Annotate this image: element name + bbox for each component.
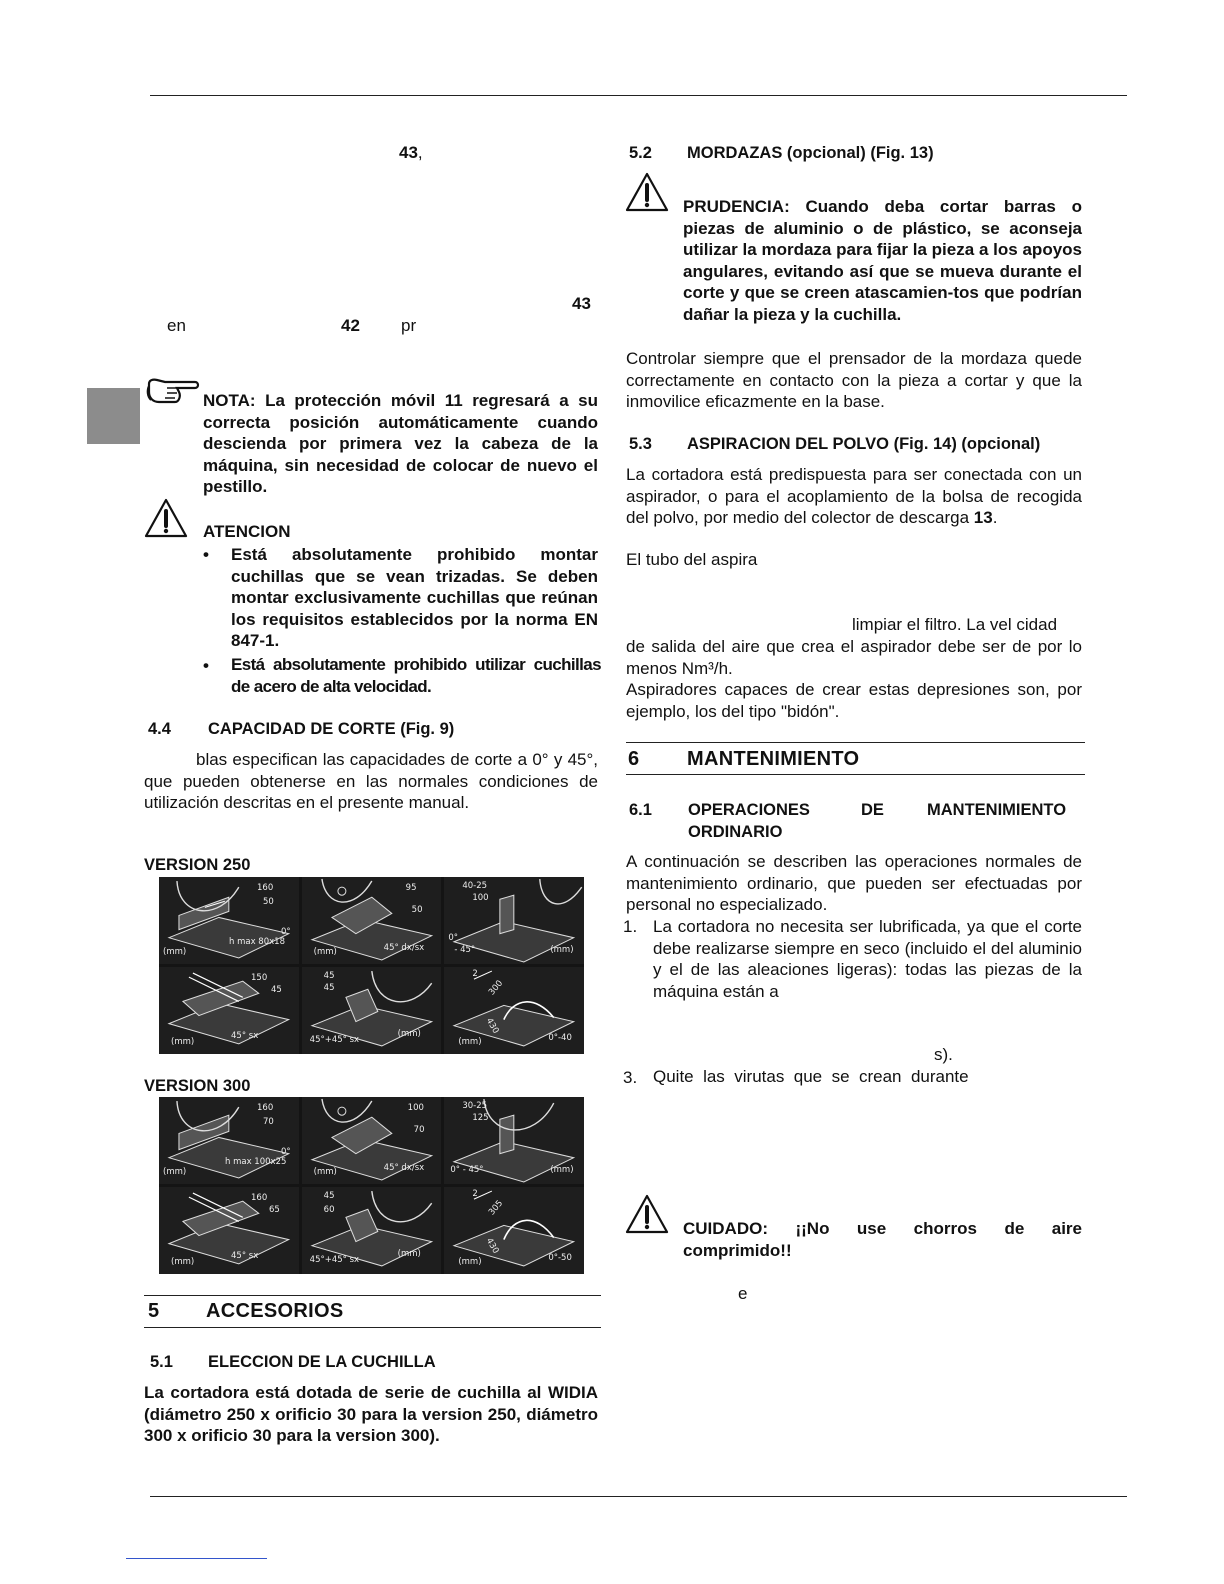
fig250-cell-3: 40-25 100 0° - 45° (mm) (444, 877, 584, 964)
fig300-cell-6: 2 305 430 0°-50 (mm) (444, 1187, 584, 1274)
footer-link-underline (126, 1558, 267, 1559)
frag-e: e (738, 1284, 748, 1303)
bullet-dot-1: • (203, 545, 209, 564)
cortadora-paragraph: La cortadora está predispuesta para ser conectada con un aspirador, o para el acoplamiento de la bolsa de recogida del polvo, por medio del colector de descarga 13. (626, 465, 1082, 528)
section-title-6-1-d: ORDINARIO (688, 823, 783, 841)
section-title-5: ACCESORIOS (206, 1300, 344, 1322)
section-title-4-4: CAPACIDAD DE CORTE (Fig. 9) (208, 720, 455, 738)
prudencia-paragraph: PRUDENCIA: Cuando deba cortar barras o piezas de aluminio o de plástico, se aconseja utilizar la mordaza para fijar la pieza a los apoyos angulares, evitando así que se mueva durante el corte y que se creen atascamien-tos que podrían dañar la pieza y la cuchilla. (683, 197, 1082, 324)
section-5-rule-bottom (144, 1327, 601, 1328)
pointing-hand-icon (145, 376, 203, 410)
continuacion-paragraph: A continuación se describen las operaciones normales de mantenimiento ordinario, que pueden ser efectuadas por personal no especializado. (626, 852, 1082, 915)
capacity-paragraph: blas especifican las capacidades de corte a 0° y 45°, que pueden obtenerse en las normales condiciones de utilización descritas en el presente manual. (144, 750, 598, 813)
limpiar-fragment: limpiar el filtro. La vel cidad (852, 615, 1058, 634)
aspiradores-paragraph: Aspiradores capaces de crear estas depresiones son, por ejemplo, los del tipo "bidón". (626, 680, 1082, 721)
header-rule (150, 95, 1127, 96)
fig250-cell-1: 160 50 0° h max 80x18 (mm) (159, 877, 299, 964)
section-title-6-1-b: DE (861, 801, 884, 819)
salida-paragraph: de salida del aire que crea el aspirador debe ser de por lo menos Nm³/h. (626, 637, 1082, 678)
fig250-cell-5: 45 45 45°+45° sx (mm) (302, 967, 442, 1054)
section-number-6: 6 (628, 748, 640, 770)
warning-triangle-icon (625, 1194, 669, 1234)
version-300-label: VERSION 300 (144, 1077, 251, 1095)
section-tab (87, 388, 140, 444)
section-number-4-4: 4.4 (148, 720, 171, 738)
section-number-5-2: 5.2 (629, 144, 652, 162)
footer-rule (150, 1496, 1127, 1497)
section-title-6-1-a: OPERACIONES (688, 801, 810, 819)
fig250-cell-2: 95 50 45° dx/sx (mm) (302, 877, 442, 964)
frag-s: s). (934, 1045, 953, 1064)
cuidado-paragraph: CUIDADO: ¡¡No use chorros de aire comprimido!! (683, 1219, 1087, 1260)
tubo-fragment: El tubo del aspira (626, 550, 758, 569)
nota-paragraph: NOTA: La protección móvil 11 regresará a su correcta posición automáticamente cuando descienda por primera vez la cabeza de la máquina, sin necesidad de colocar de nuevo el pestillo. (203, 391, 598, 497)
section-title-6-1-c: MANTENIMIENTO (927, 801, 1067, 819)
cutting-capacity-figure-300 (159, 1097, 584, 1274)
ref-43: 43, (399, 143, 423, 162)
section-title-5-1: ELECCION DE LA CUCHILLA (208, 1353, 436, 1371)
fig300-cell-4: 160 65 45° sx (mm) (159, 1187, 299, 1274)
list-item-3: Quite las virutas que se crean durante (653, 1067, 969, 1086)
section-6-rule-top (626, 742, 1085, 743)
fig300-cell-2: 100 70 45° dx/sx (mm) (302, 1097, 442, 1184)
ref-42: 42 (341, 316, 360, 335)
list-number-3: 3. (623, 1068, 638, 1087)
list-item-1: La cortadora no necesita ser lubrificada, ya que el corte debe realizarse siempre en seco (incluido el del aluminio y el de las aleaciones ligeras): todas las piezas de la máquina están a (653, 917, 1082, 1001)
section-5-rule-top (144, 1295, 601, 1296)
section-title-5-2: MORDAZAS (opcional) (Fig. 13) (687, 144, 934, 162)
fig250-cell-6: 2 300 430 0°-40 (mm) (444, 967, 584, 1054)
cutting-capacity-figure-250 (159, 877, 584, 1054)
section-6-rule-bottom (626, 774, 1085, 775)
warning-triangle-icon (144, 498, 188, 538)
section-number-5: 5 (148, 1300, 160, 1322)
fig250-cell-4: 150 45 45° sx (mm) (159, 967, 299, 1054)
section-number-5-3: 5.3 (629, 435, 652, 453)
section-title-5-3: ASPIRACION DEL POLVO (Fig. 14) (opcional) (687, 435, 1041, 453)
section-number-5-1: 5.1 (150, 1353, 173, 1371)
atencion-item-2: Está absolutamente prohibido utilizar cuchillas de acero de alta velocidad. (231, 655, 601, 696)
warning-triangle-icon (625, 172, 669, 212)
list-number-1: 1. (623, 917, 638, 936)
atencion-title: ATENCION (203, 522, 291, 541)
controlar-paragraph: Controlar siempre que el prensador de la mordaza quede correctamente en contacto con la pieza a cortar y que la inmovilice eficazmente en la base. (626, 349, 1082, 412)
frag-en: en (167, 316, 186, 335)
section-title-6: MANTENIMIENTO (687, 748, 860, 770)
fig300-cell-1: 160 70 0° h max 100x25 (mm) (159, 1097, 299, 1184)
ref-43b: 43 (572, 294, 591, 313)
blade-paragraph: La cortadora está dotada de serie de cuchilla al WIDIA (diámetro 250 x orificio 30 para la version 250, diámetro 300 x orificio 30 para la version 300). (144, 1383, 598, 1446)
fig300-cell-3: 30-25 125 0° - 45° (mm) (444, 1097, 584, 1184)
fig300-cell-5: 45 60 45°+45° sx (mm) (302, 1187, 442, 1274)
frag-pr: pr (401, 316, 417, 335)
section-number-6-1: 6.1 (629, 801, 652, 819)
version-250-label: VERSION 250 (144, 856, 251, 874)
bullet-dot-2: • (203, 656, 209, 675)
atencion-item-1: Está absolutamente prohibido montar cuchillas que se vean trizadas. Se deben montar exclusivamente cuchillas que reúnan los requisitos establecidos por la norma EN 847-1. (231, 545, 598, 651)
